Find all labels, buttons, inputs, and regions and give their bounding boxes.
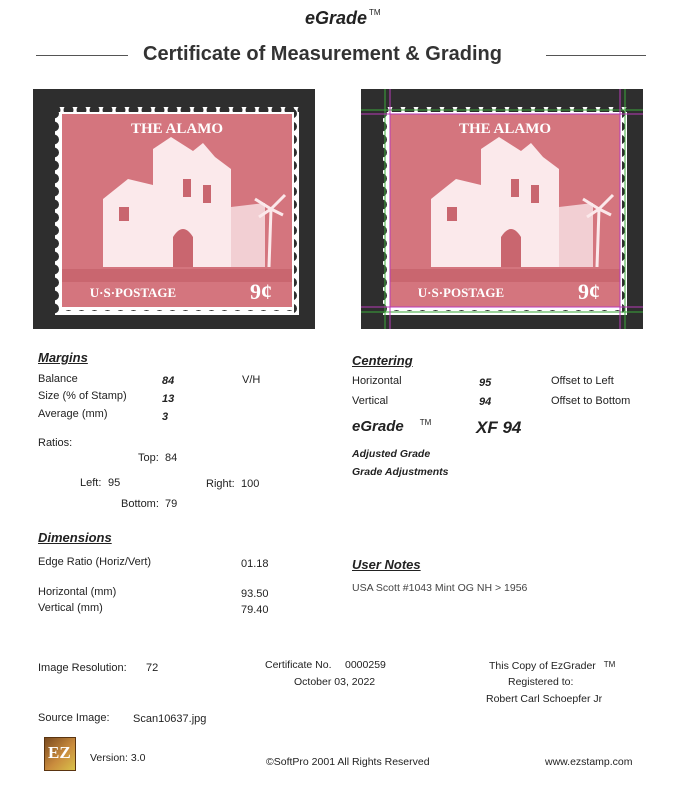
centering-horizontal-note: Offset to Left [551, 375, 614, 387]
balance-label: Balance [38, 373, 78, 385]
dim-horizontal-label: Horizontal (mm) [38, 586, 117, 598]
ratio-bottom-value: 79 [165, 498, 178, 510]
ratio-right-label: Right: [206, 478, 235, 490]
dim-vertical-value: 79.40 [241, 604, 269, 616]
registered-name: Robert Carl Schoepfer Jr [486, 693, 603, 705]
centering-vertical-label: Vertical [352, 395, 389, 407]
edge-ratio-value: 01.18 [241, 558, 269, 570]
stamp-denomination-measured: 9¢ [578, 279, 600, 304]
stamp-bottom-text-measured: U·S·POSTAGE [417, 285, 505, 300]
average-label: Average (mm) [38, 408, 108, 420]
trademark: TM [369, 8, 381, 17]
user-notes-text: USA Scott #1043 Mint OG NH > 1956 [352, 582, 528, 594]
egrade-label [352, 418, 431, 435]
dim-vertical-label: Vertical (mm) [38, 602, 103, 614]
ratio-left-label: Left: [80, 477, 102, 489]
dimensions-heading: Dimensions [38, 530, 112, 545]
ratios-label: Ratios: [38, 437, 73, 449]
balance-unit: V/H [242, 374, 261, 386]
edge-ratio-label: Edge Ratio (Horiz/Vert) [38, 556, 152, 568]
centering-horizontal-value: 95 [479, 377, 492, 389]
centering-heading: Centering [352, 353, 413, 368]
stamp-bottom-text: U·S·POSTAGE [89, 285, 177, 300]
grade-adjustments-label: Grade Adjustments [352, 466, 449, 478]
title-rule-left [36, 55, 128, 56]
user-notes-heading: User Notes [352, 557, 421, 572]
stamp-top-text: THE ALAMO [130, 121, 224, 137]
copy-line [489, 660, 615, 672]
ratio-top-label: Top: [138, 452, 159, 464]
certificate-date: October 03, 2022 [294, 676, 376, 688]
grade-value: XF 94 [476, 418, 522, 437]
dim-horizontal-value: 93.50 [241, 588, 269, 600]
ratio-left-value: 95 [108, 477, 121, 489]
brand-name: eGrade [305, 8, 368, 28]
logo-text: EZ [48, 743, 71, 762]
brand-title [305, 8, 381, 29]
centering-vertical-note: Offset to Bottom [551, 395, 631, 407]
ratio-right-value: 100 [241, 478, 260, 490]
resolution-label: Image Resolution: [38, 662, 127, 674]
margins-heading: Margins [38, 350, 88, 365]
centering-vertical-value: 94 [479, 396, 492, 408]
title-rule-right [546, 55, 646, 56]
size-label: Size (% of Stamp) [38, 390, 127, 402]
stamp-top-text-measured: THE ALAMO [458, 121, 552, 137]
source-label: Source Image: [38, 712, 110, 724]
copyright: ©SoftPro 2001 All Rights Reserved [266, 756, 430, 768]
resolution-value: 72 [146, 662, 159, 674]
ratio-top-value: 84 [165, 452, 178, 464]
version-label: Version: 3.0 [90, 752, 146, 764]
copy-line-text: This Copy of EzGrader [489, 660, 596, 672]
average-value: 3 [162, 411, 169, 423]
stamp-denomination: 9¢ [250, 279, 272, 304]
egrade-brand: eGrade [352, 418, 404, 435]
balance-value: 84 [162, 375, 175, 387]
certificate-number: 0000259 [345, 659, 386, 671]
centering-horizontal-label: Horizontal [352, 375, 402, 387]
ezstamp-logo [44, 737, 76, 771]
source-value: Scan10637.jpg [133, 713, 207, 725]
egrade-trademark: TM [419, 418, 432, 427]
copy-trademark: TM [603, 660, 616, 669]
adjusted-grade-label: Adjusted Grade [352, 448, 431, 460]
page-title: Certificate of Measurement & Grading [143, 43, 502, 65]
certificate-label: Certificate No. [265, 659, 332, 671]
stamp-image-measured [361, 89, 643, 329]
website-link[interactable]: www.ezstamp.com [545, 756, 633, 768]
registered-label: Registered to: [508, 676, 574, 688]
size-value: 13 [162, 393, 175, 405]
ratio-bottom-label: Bottom: [121, 498, 159, 510]
stamp-image-original [33, 89, 315, 329]
